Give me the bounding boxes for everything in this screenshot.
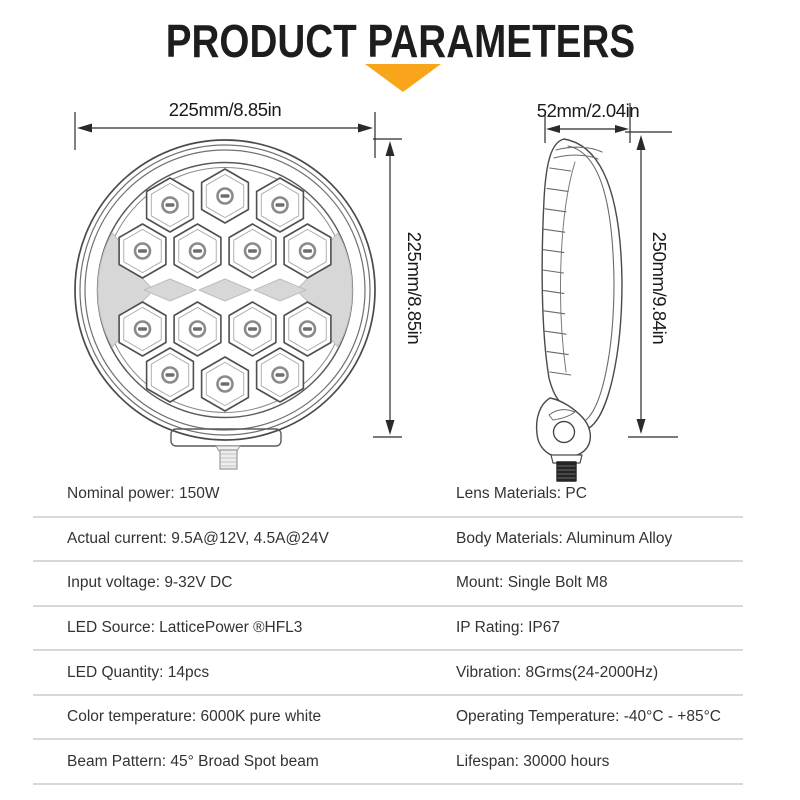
heat-sink-fin [545, 331, 566, 334]
spec-body-materials: Body Materials: Aluminum Alloy [456, 529, 673, 547]
led-chip-die [276, 373, 285, 376]
reflector-diamonds [144, 279, 306, 301]
table-row [33, 518, 743, 563]
page-title-text: PRODUCT PARAMETERS [165, 15, 635, 67]
led-hexagon [174, 224, 221, 278]
spec-mount: Mount: Single Bolt M8 [456, 574, 608, 592]
side-width-dimension [537, 100, 640, 143]
front-height-label: 225mm/8.85in [404, 231, 425, 345]
spec-vibration: Vibration: 8Grms(24-2000Hz) [456, 663, 659, 681]
spec-beam-pattern: Beam Pattern: 45° Broad Spot beam [67, 752, 319, 770]
spec-operating-temperature: Operating Temperature: -40°C - +85°C [456, 708, 721, 726]
led-chip-die [166, 373, 175, 376]
table-row [33, 740, 743, 785]
led-chip-die [221, 382, 230, 385]
side-view [537, 139, 622, 481]
led-hexagon [257, 348, 304, 402]
table-row [33, 473, 743, 518]
side-lens-outer [564, 139, 622, 428]
side-width-label: 52mm/2.04in [536, 100, 640, 121]
led-chip-die [221, 194, 230, 197]
led-chip-die [138, 249, 147, 252]
spec-input-voltage: Input voltage: 9-32V DC [67, 574, 233, 592]
front-height-dimension [373, 139, 425, 437]
reflector-diamond [144, 279, 196, 301]
heat-sink-fin [544, 311, 565, 314]
spec-table [33, 473, 743, 785]
led-hexagon [229, 224, 276, 278]
side-lens-rim-band-1 [556, 147, 602, 152]
front-view [75, 140, 375, 469]
led-hexagon [147, 178, 194, 232]
side-fin-boundary [560, 162, 575, 372]
reflector-diamond [199, 279, 251, 301]
spec-led-source: LED Source: LatticePower ®HFL3 [67, 618, 303, 636]
front-width-label: 225mm/8.85in [168, 99, 282, 120]
side-lens-rim-band-2 [554, 155, 598, 159]
table-row [33, 651, 743, 696]
led-hexagon [147, 348, 194, 402]
side-lens-inner [568, 146, 614, 420]
front-mount-bracket [171, 429, 281, 446]
led-chip-die [193, 327, 202, 330]
led-chip-die [303, 249, 312, 252]
heat-sink-fin [550, 168, 571, 171]
side-height-label: 250mm/9.84in [649, 231, 670, 345]
led-chip-die [276, 203, 285, 206]
led-chip-die [248, 249, 257, 252]
led-hexagon [174, 302, 221, 356]
heat-sink-fin [543, 250, 564, 253]
led-chip-die [166, 203, 175, 206]
heat-sink-fin [547, 352, 568, 355]
heat-sink-fin [544, 229, 565, 232]
led-chip-die [303, 327, 312, 330]
led-hexagon [202, 169, 249, 223]
heat-sink-fin [545, 209, 566, 212]
spec-lifespan: Lifespan: 30000 hours [456, 752, 610, 770]
table-row [33, 607, 743, 652]
reflector-diamond [254, 279, 306, 301]
side-height-dimension [625, 132, 678, 437]
led-chip-die [193, 249, 202, 252]
heat-sink-fin [550, 372, 571, 375]
table-row [33, 696, 743, 741]
spec-color-temperature: Color temperature: 6000K pure white [67, 708, 322, 726]
led-hexagon [257, 178, 304, 232]
spec-led-quantity: LED Quantity: 14pcs [67, 663, 210, 681]
table-row [33, 562, 743, 607]
led-chip-die [138, 327, 147, 330]
led-chip-die [248, 327, 257, 330]
spec-lens-materials: Lens Materials: PC [456, 485, 587, 503]
heat-sink-fin [547, 188, 568, 191]
led-hexagon [229, 302, 276, 356]
led-hexagon [202, 357, 249, 411]
spec-ip-rating: IP Rating: IP67 [456, 618, 560, 636]
side-bracket-bolt-hole [554, 422, 575, 443]
spec-actual-current: Actual current: 9.5A@12V, 4.5A@24V [67, 529, 329, 547]
spec-nominal-power: Nominal power: 150W [67, 485, 220, 503]
front-width-dimension [75, 99, 375, 158]
